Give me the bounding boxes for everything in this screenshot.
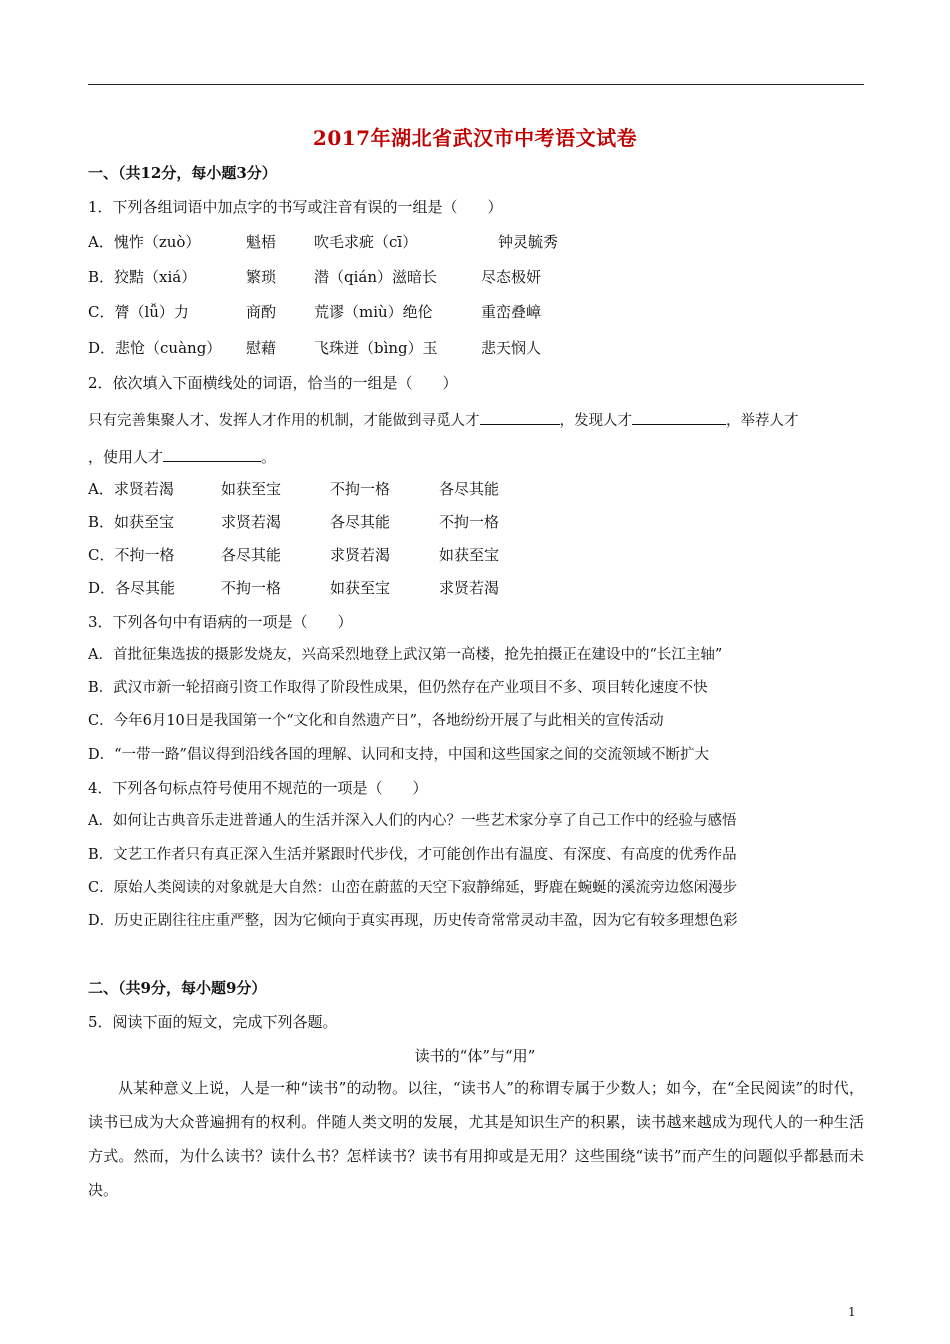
blank-3 — [163, 446, 261, 462]
q1-stem: 1．下列各组词语中加点字的书写或注音有误的一组是（ ） — [88, 198, 503, 216]
q2-option-b: B．如获至宝 求贤若渴 各尽其能 不拘一格 — [88, 513, 500, 531]
q2-option-d: D．各尽其能 不拘一格 如获至宝 求贤若渴 — [88, 579, 500, 597]
q2-option-a: A．求贤若渴 如获至宝 不拘一格 各尽其能 — [88, 480, 500, 498]
q4-option-c: C．原始人类阅读的对象就是大自然：山峦在蔚蓝的天空下寂静绵延，野鹿在蜿蜒的溪流旁边悠闲漫步 — [88, 880, 738, 896]
q2-stem: 2．依次填入下面横线处的词语，恰当的一组是（ ） — [88, 374, 458, 392]
article-title: 读书的“体”与“用” — [414, 1047, 536, 1065]
page-title: 2017年湖北省武汉市中考语文试卷 — [312, 126, 638, 150]
section-1-header: 一、（共12分，每小题3分） — [88, 164, 277, 182]
q1-option-d: D．悲怆（cuàng） 慰藉 飞珠迸（bìng）玉 悲天悯人 — [88, 339, 542, 357]
q2-option-c: C．不拘一格 各尽其能 求贤若渴 如获至宝 — [88, 546, 500, 564]
q1-option-c: C．膂（lǚ）力 商酌 荒谬（miù）绝伦 重峦叠嶂 — [88, 303, 542, 321]
q4-stem: 4．下列各句标点符号使用不规范的一项是（ ） — [88, 779, 428, 797]
q3-option-b: B．武汉市新一轮招商引资工作取得了阶段性成果，但仍然存在产业项目不多、项目转化速度不快 — [88, 680, 708, 696]
section-2-header: 二、（共9分，每小题9分） — [88, 979, 267, 997]
page-number: 1 — [848, 1305, 856, 1319]
blank-2 — [632, 409, 726, 425]
q4-option-b: B．文艺工作者只有真正深入生活并紧跟时代步伐，才可能创作出有温度、有深度、有高度的优秀作品 — [88, 847, 737, 863]
q2-passage-line-2: ，使用人才 。 — [88, 448, 277, 466]
q1-option-a: A．愧怍（zuò） 魁梧 吹毛求疵（cī） 钟灵毓秀 — [88, 233, 559, 251]
q3-option-a: A．首批征集选拔的摄影发烧友，兴高采烈地登上武汉第一高楼，抢先拍摄正在建设中的“长江主轴” — [88, 647, 723, 663]
q4-option-d: D．历史正剧往往庄重严整，因为它倾向于真实再现，历史传奇常常灵动丰盈，因为它有较多理想色彩 — [88, 913, 738, 929]
q5-stem: 5．阅读下面的短文，完成下列各题。 — [88, 1013, 338, 1031]
q1-option-b: B．狡黠（xiá） 繁琐 潜（qián）滋暗长 尽态极妍 — [88, 268, 542, 286]
blank-1 — [480, 409, 560, 425]
q3-stem: 3．下列各句中有语病的一项是（ ） — [88, 613, 353, 631]
q3-option-d: D．“一带一路”倡议得到沿线各国的理解、认同和支持，中国和这些国家之间的交流领域不断扩大 — [88, 747, 709, 763]
q3-option-c: C．今年6月10日是我国第一个“文化和自然遗产日”，各地纷纷开展了与此相关的宣传活动 — [88, 713, 664, 729]
q2-passage-line-1: 只有完善集聚人才、发挥人才作用的机制，才能做到寻觅人才 ，发现人才 ，举荐人才 — [88, 409, 799, 431]
article-paragraph: 从某种意义上说，人是一种“读书”的动物。以往，“读书人”的称谓专属于少数人；如今，在“全民阅读”的时代，读书已成为大众普遍拥有的权利。伴随人类文明的发展，尤其是知识生产的积累，读书越来越成为现代人的一种生活方式。然而，为什么读书？读什么书？怎样读书？读书有用抑或是无用？这些围绕“读书”而产生的问题似乎都悬而未决。 — [88, 1079, 864, 1199]
header-rule — [88, 84, 864, 85]
q4-option-a: A．如何让古典音乐走进普通人的生活并深入人们的内心？一些艺术家分享了自己工作中的经验与感悟 — [88, 813, 737, 829]
